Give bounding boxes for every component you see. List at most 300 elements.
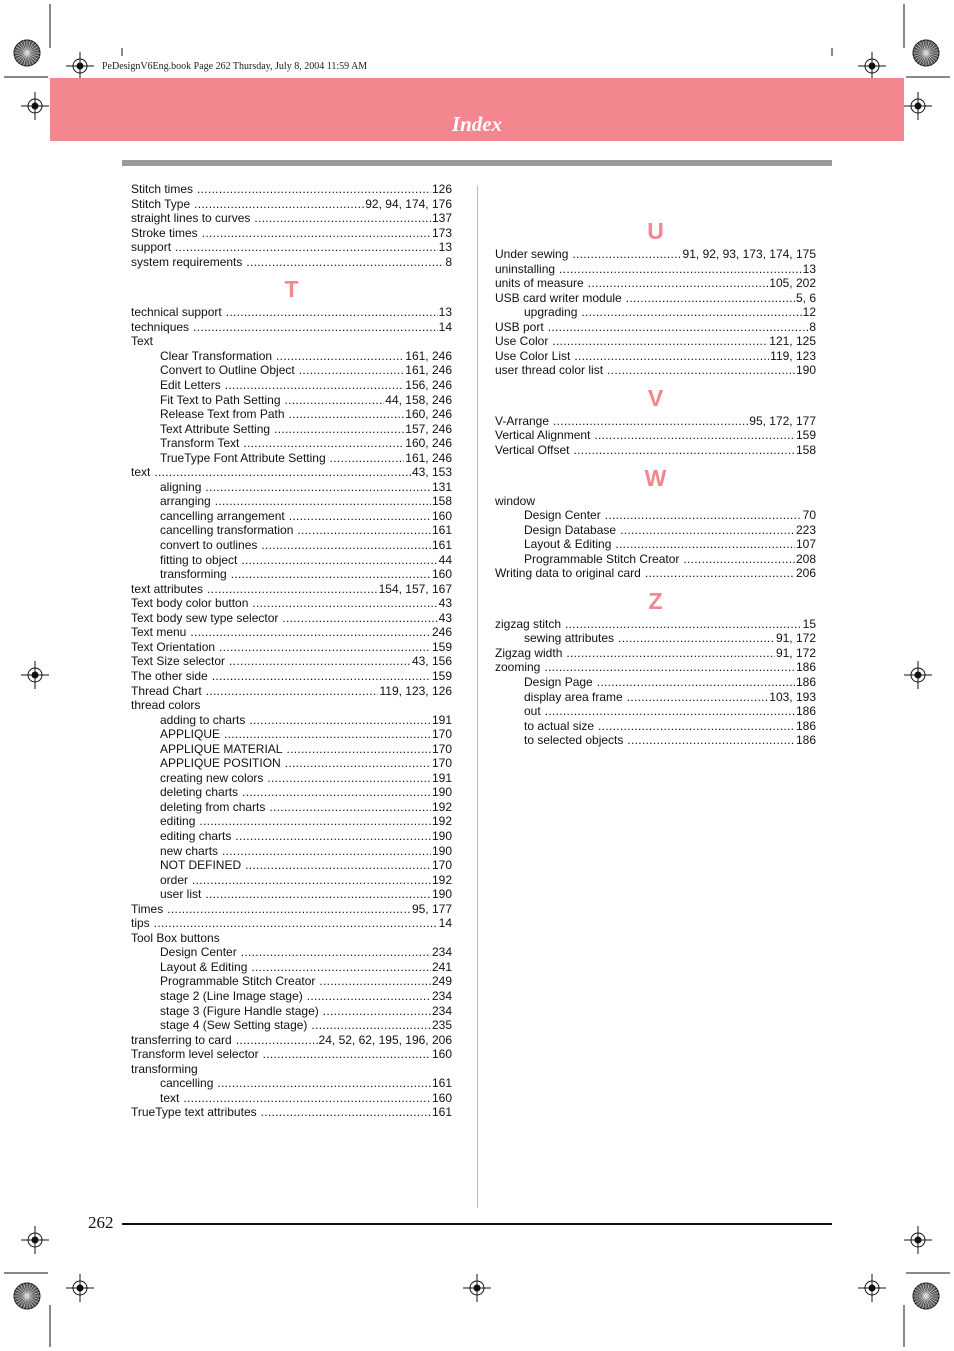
entry-term: V-Arrange	[495, 413, 550, 428]
entry-page-numbers: 190	[795, 363, 816, 378]
entry-term: Writing data to original card	[495, 566, 641, 581]
leader-dots	[192, 873, 431, 888]
entry-term: techniques	[131, 319, 190, 334]
entry-term: Stitch Type	[131, 196, 191, 211]
entry-term: Use Color	[495, 334, 549, 349]
leader-dots	[289, 509, 431, 524]
entry-page-numbers: 105, 202	[769, 276, 816, 291]
entry-page-numbers: 192	[431, 872, 452, 887]
entry-term: deleting from charts	[160, 799, 266, 814]
letter-heading-text: T	[284, 276, 299, 303]
entry-term: text	[131, 465, 151, 480]
entry-term: cancelling	[160, 1076, 214, 1091]
registration-target-icon	[73, 1281, 87, 1295]
leader-dots	[581, 305, 801, 320]
book-info-line: PeDesignV6Eng.book Page 262 Thursday, July 8, 2004 11:59 AM	[102, 61, 368, 72]
entry-page-numbers: 43, 156	[411, 654, 452, 669]
leader-dots	[269, 800, 431, 815]
entry-page-numbers: 161	[431, 538, 452, 553]
leader-dots	[597, 675, 795, 690]
index-entry	[495, 494, 816, 509]
entry-page-numbers: 13	[438, 240, 452, 255]
entry-page-numbers: 107	[795, 537, 816, 552]
leader-dots	[545, 704, 795, 719]
leader-dots	[573, 443, 794, 458]
leader-dots	[261, 538, 431, 553]
index-entry	[495, 414, 816, 429]
leader-dots	[205, 480, 431, 495]
index-entry	[495, 617, 816, 632]
index-entry	[495, 276, 816, 291]
registration-target-icon	[73, 59, 87, 73]
leader-dots	[206, 684, 379, 699]
entry-term: Text	[131, 334, 154, 349]
letter-heading-text: V	[647, 384, 664, 411]
registration-target-icon	[28, 99, 42, 113]
leader-dots	[224, 727, 431, 742]
leader-dots	[193, 320, 438, 335]
entry-term: stage 4 (Sew Setting stage)	[160, 1018, 308, 1033]
entry-term: Text Attribute Setting	[160, 421, 271, 436]
leader-dots	[307, 989, 431, 1004]
index-subentry	[131, 378, 452, 393]
leader-dots	[235, 829, 431, 844]
leader-dots	[330, 451, 405, 466]
entry-page-numbers: 14	[438, 319, 452, 334]
letter-heading	[131, 269, 452, 305]
entry-page-numbers: 15	[802, 616, 816, 631]
entry-page-numbers: 161, 246	[405, 348, 452, 363]
index-subentry	[131, 974, 452, 989]
leader-dots	[231, 567, 431, 582]
entry-page-numbers: 92, 94, 174, 176	[365, 196, 452, 211]
leader-dots	[226, 305, 438, 320]
entry-page-numbers: 8	[445, 254, 452, 269]
entry-page-numbers: 161	[431, 1105, 452, 1120]
entry-page-numbers: 43	[438, 610, 452, 625]
index-subentry	[495, 305, 816, 320]
entry-page-numbers: 91, 172	[775, 631, 816, 646]
registration-target-icon	[865, 59, 879, 73]
entry-term: Layout & Editing	[160, 959, 248, 974]
leader-dots	[194, 197, 364, 212]
entry-term: technical support	[131, 305, 222, 320]
index-subentry	[131, 451, 452, 466]
leader-dots	[219, 640, 431, 655]
entry-page-numbers: 161, 246	[405, 450, 452, 465]
entry-page-numbers: 186	[795, 675, 816, 690]
entry-term: APPLIQUE POSITION	[160, 756, 281, 771]
starburst-mark-icon	[14, 1283, 40, 1309]
entry-term: stage 3 (Figure Handle stage)	[160, 1003, 319, 1018]
entry-term: window	[495, 493, 536, 508]
index-entry	[131, 640, 452, 655]
index-entry	[495, 349, 816, 364]
entry-page-numbers: 173	[431, 225, 452, 240]
index-subentry	[131, 1091, 452, 1106]
leader-dots	[183, 1091, 431, 1106]
registration-target-icon	[911, 668, 925, 682]
entry-term: system requirements	[131, 254, 243, 269]
entry-page-numbers: 14	[438, 916, 452, 931]
entry-page-numbers: 186	[795, 660, 816, 675]
index-entry	[131, 305, 452, 320]
entry-term: uninstalling	[495, 261, 556, 276]
column-divider	[477, 186, 478, 1208]
leader-dots	[285, 393, 385, 408]
entry-term: aligning	[160, 479, 202, 494]
entry-term: Design Center	[160, 945, 237, 960]
entry-term: to selected objects	[524, 733, 624, 748]
entry-term: creating new colors	[160, 770, 264, 785]
entry-term: Tool Box buttons	[131, 930, 220, 945]
entry-term: Text menu	[131, 625, 187, 640]
letter-heading	[495, 458, 816, 494]
entry-page-numbers: 186	[795, 704, 816, 719]
leader-dots	[267, 771, 431, 786]
index-subentry	[131, 800, 452, 815]
index-entry	[131, 334, 452, 349]
index-entry	[131, 916, 452, 931]
leader-dots	[276, 349, 404, 364]
index-subentry	[495, 537, 816, 552]
entry-page-numbers: 43, 153	[411, 465, 452, 480]
entry-term: transforming	[160, 567, 227, 582]
index-subentry	[131, 1018, 452, 1033]
entry-term: zooming	[495, 660, 541, 675]
entry-term: tips	[131, 916, 150, 931]
index-entry	[131, 611, 452, 626]
leader-dots	[249, 713, 431, 728]
entry-page-numbers: 159	[795, 428, 816, 443]
entry-page-numbers: 160	[431, 1047, 452, 1062]
entry-page-numbers: 154, 157, 167	[378, 581, 452, 596]
leader-dots	[199, 814, 431, 829]
leader-dots	[222, 844, 431, 859]
entry-page-numbers: 126	[431, 182, 452, 196]
index-subentry	[131, 771, 452, 786]
entry-page-numbers: 156, 246	[405, 378, 452, 393]
entry-page-numbers: 160, 246	[405, 436, 452, 451]
index-subentry	[131, 727, 452, 742]
entry-term: Design Database	[524, 522, 617, 537]
entry-term: Design Page	[524, 675, 593, 690]
leader-dots	[683, 552, 795, 567]
index-subentry	[495, 719, 816, 734]
entry-page-numbers: 190	[431, 843, 452, 858]
entry-page-numbers: 159	[431, 639, 452, 654]
index-entry	[131, 240, 452, 255]
entry-term: cancelling transformation	[160, 523, 294, 538]
index-header-banner	[50, 78, 904, 141]
entry-term: upgrading	[524, 305, 578, 320]
index-subentry	[131, 538, 452, 553]
index-entry	[131, 465, 452, 480]
entry-page-numbers: 159	[431, 668, 452, 683]
entry-term: Text Size selector	[131, 654, 226, 669]
index-entry	[131, 1033, 452, 1048]
entry-term: TrueType text attributes	[131, 1105, 257, 1120]
index-entry	[495, 247, 816, 262]
entry-page-numbers: 44, 158, 246	[385, 392, 452, 407]
entry-term: transforming	[131, 1061, 198, 1076]
leader-dots	[274, 422, 404, 437]
index-subentry	[131, 1076, 452, 1091]
entry-term: Text body sew type selector	[131, 610, 279, 625]
page-title: Index	[451, 112, 503, 136]
leader-dots	[254, 211, 431, 226]
entry-page-numbers: 24, 52, 62, 195, 196, 206	[318, 1032, 452, 1047]
leader-dots	[553, 414, 748, 429]
entry-term: Design Center	[524, 508, 601, 523]
entry-page-numbers: 241	[431, 959, 452, 974]
entry-term: text attributes	[131, 581, 204, 596]
leader-dots	[197, 182, 431, 197]
leader-dots	[627, 733, 795, 748]
entry-page-numbers: 235	[431, 1018, 452, 1033]
leader-dots	[319, 974, 431, 989]
index-subentry	[131, 553, 452, 568]
entry-page-numbers: 13	[802, 261, 816, 276]
entry-page-numbers: 170	[431, 756, 452, 771]
letter-heading	[495, 581, 816, 617]
entry-term: Times	[131, 901, 164, 916]
index-subentry	[131, 756, 452, 771]
entry-page-numbers: 246	[431, 625, 452, 640]
leader-dots	[559, 262, 802, 277]
index-column-right	[495, 211, 816, 748]
entry-page-numbers: 190	[431, 828, 452, 843]
index-subentry	[131, 422, 452, 437]
leader-dots	[241, 945, 431, 960]
entry-term: Vertical Alignment	[495, 428, 591, 443]
entry-term: Stroke times	[131, 225, 198, 240]
entry-page-numbers: 12	[802, 305, 816, 320]
registration-target-icon	[911, 1233, 925, 1247]
leader-dots	[215, 494, 431, 509]
registration-target-icon	[28, 668, 42, 682]
letter-heading-text: W	[644, 464, 667, 491]
index-subentry	[131, 713, 452, 728]
entry-page-numbers: 160	[431, 508, 452, 523]
index-subentry	[495, 552, 816, 567]
leader-dots	[627, 690, 769, 705]
index-subentry	[495, 631, 816, 646]
entry-term: Stitch times	[131, 182, 194, 196]
leader-dots	[626, 291, 795, 306]
entry-term: Programmable Stitch Creator	[160, 974, 316, 989]
page-number: 262	[88, 1213, 114, 1232]
index-entry	[131, 320, 452, 335]
entry-term: Edit Letters	[160, 378, 221, 393]
starburst-mark-icon	[14, 40, 40, 66]
index-subentry	[495, 675, 816, 690]
entry-term: arranging	[160, 494, 211, 509]
index-subentry	[131, 873, 452, 888]
index-subentry	[131, 785, 452, 800]
entry-term: deleting charts	[160, 785, 239, 800]
leader-dots	[242, 785, 431, 800]
index-subentry	[131, 436, 452, 451]
entry-page-numbers: 119, 123, 126	[379, 683, 452, 698]
entry-term: Release Text from Path	[160, 407, 285, 422]
entry-term: out	[524, 704, 541, 719]
index-subentry	[131, 363, 452, 378]
entry-term: USB card writer module	[495, 290, 622, 305]
index-subentry	[495, 523, 816, 538]
leader-dots	[620, 523, 795, 538]
leader-dots	[190, 625, 431, 640]
leader-dots	[323, 1004, 431, 1019]
entry-term: Programmable Stitch Creator	[524, 551, 680, 566]
index-entry	[131, 1047, 452, 1062]
entry-page-numbers: 170	[431, 741, 452, 756]
entry-page-numbers: 192	[431, 814, 452, 829]
entry-page-numbers: 234	[431, 988, 452, 1003]
leader-dots	[236, 1033, 318, 1048]
index-entry	[495, 646, 816, 661]
index-subentry	[495, 704, 816, 719]
index-subentry	[131, 393, 452, 408]
index-entry	[131, 1105, 452, 1120]
entry-page-numbers: 190	[431, 887, 452, 902]
entry-term: Zigzag width	[495, 645, 563, 660]
index-subentry	[495, 733, 816, 748]
entry-page-numbers: 161, 246	[405, 363, 452, 378]
entry-page-numbers: 44	[438, 552, 452, 567]
index-subentry	[131, 829, 452, 844]
index-subentry	[131, 480, 452, 495]
entry-term: Convert to Outline Object	[160, 363, 295, 378]
entry-term: The other side	[131, 668, 208, 683]
leader-dots	[572, 247, 681, 262]
index-subentry	[131, 960, 452, 975]
entry-page-numbers: 160	[431, 1090, 452, 1105]
index-subentry	[131, 1004, 452, 1019]
entry-term: editing charts	[160, 828, 232, 843]
index-subentry	[131, 509, 452, 524]
index-entry	[131, 211, 452, 226]
entry-term: TrueType Font Attribute Setting	[160, 450, 326, 465]
leader-dots	[207, 582, 378, 597]
index-subentry	[131, 494, 452, 509]
leader-dots	[252, 596, 437, 611]
entry-term: APPLIQUE	[160, 727, 221, 742]
entry-term: Use Color List	[495, 348, 571, 363]
index-subentry	[131, 567, 452, 582]
leader-dots	[217, 1076, 431, 1091]
index-subentry	[131, 945, 452, 960]
letter-heading-text: U	[647, 218, 664, 244]
entry-page-numbers: 157, 246	[405, 421, 452, 436]
leader-dots	[605, 508, 802, 523]
entry-page-numbers: 208	[795, 551, 816, 566]
entry-page-numbers: 160, 246	[405, 407, 452, 422]
leader-dots	[299, 363, 405, 378]
letter-heading-text: Z	[648, 587, 663, 614]
registration-target-icon	[911, 99, 925, 113]
index-entry	[495, 320, 816, 335]
index-entry	[495, 566, 816, 581]
entry-term: USB port	[495, 319, 544, 334]
entry-page-numbers: 161	[431, 1076, 452, 1091]
entry-page-numbers: 191	[431, 712, 452, 727]
entry-page-numbers: 131	[431, 479, 452, 494]
index-subentry	[131, 887, 452, 902]
entry-page-numbers: 91, 92, 93, 173, 174, 175	[682, 247, 816, 261]
entry-page-numbers: 160	[431, 567, 452, 582]
entry-page-numbers: 103, 193	[769, 689, 816, 704]
index-entry	[495, 660, 816, 675]
index-subentry	[495, 690, 816, 705]
entry-page-numbers: 170	[431, 727, 452, 742]
entry-term: Layout & Editing	[524, 537, 612, 552]
leader-dots	[243, 436, 404, 451]
leader-dots	[286, 742, 430, 757]
top-rule	[122, 160, 832, 166]
index-entry	[131, 255, 452, 270]
leader-dots	[205, 887, 431, 902]
index-entry	[495, 334, 816, 349]
entry-term: stage 2 (Line Image stage)	[160, 988, 303, 1003]
leader-dots	[574, 349, 769, 364]
leader-dots	[261, 1105, 431, 1120]
entry-page-numbers: 137	[431, 211, 452, 226]
entry-page-numbers: 43	[438, 596, 452, 611]
leader-dots	[229, 654, 411, 669]
entry-page-numbers: 5, 6	[795, 290, 816, 305]
index-entry	[131, 654, 452, 669]
entry-term: transferring to card	[131, 1032, 232, 1047]
entry-term: Vertical Offset	[495, 443, 570, 458]
index-subentry	[131, 814, 452, 829]
registration-target-icon	[28, 1233, 42, 1247]
entry-term: zigzag stitch	[495, 616, 562, 631]
entry-term: thread colors	[131, 698, 201, 713]
index-subentry	[131, 349, 452, 364]
entry-term: to actual size	[524, 718, 595, 733]
index-entry	[131, 931, 452, 946]
index-subentry	[131, 989, 452, 1004]
entry-term: Text Orientation	[131, 639, 216, 654]
index-entry	[495, 428, 816, 443]
entry-term: straight lines to curves	[131, 211, 251, 226]
entry-page-numbers: 206	[795, 566, 816, 581]
registration-target-icon	[865, 1281, 879, 1295]
entry-term: user thread color list	[495, 363, 604, 378]
index-entry	[131, 1062, 452, 1077]
index-entry	[131, 582, 452, 597]
leader-dots	[588, 276, 769, 291]
leader-dots	[311, 1018, 431, 1033]
entry-term: order	[160, 872, 189, 887]
leader-dots	[615, 537, 795, 552]
index-subentry	[131, 858, 452, 873]
leader-dots	[618, 631, 775, 646]
index-subentry	[131, 844, 452, 859]
entry-term: Under sewing	[495, 247, 569, 261]
entry-page-numbers: 191	[431, 770, 452, 785]
entry-page-numbers: 91, 172	[775, 645, 816, 660]
leader-dots	[245, 858, 431, 873]
index-entry	[495, 443, 816, 458]
entry-page-numbers: 186	[795, 733, 816, 748]
index-column-left	[131, 182, 452, 1120]
entry-term: user list	[160, 887, 202, 902]
registration-target-icon	[470, 1281, 484, 1295]
entry-term: support	[131, 240, 172, 255]
index-entry	[131, 182, 452, 197]
